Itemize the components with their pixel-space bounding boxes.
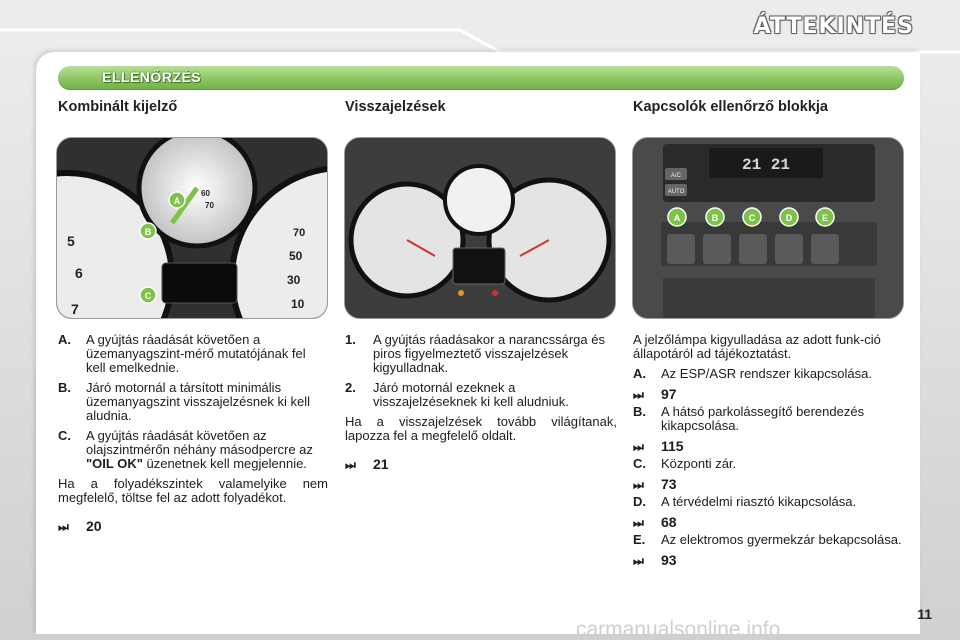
item-key: C. [58, 428, 71, 443]
skip-forward-icon: ⏭ [345, 458, 356, 472]
gauge-label: 50 [289, 249, 303, 263]
skip-forward-icon: ⏭ [633, 516, 644, 530]
instrument-cluster-illustration [57, 138, 328, 319]
gauge-label: 70 [293, 227, 306, 239]
section-bar [58, 66, 904, 90]
page-reference-number: 21 [373, 456, 389, 472]
item-text: A gyújtás ráadásakor a narancssárga és piros figyelmeztető visszajelzések kigyulladnak. [373, 332, 605, 375]
page-title: ÁTTEKINTÉS [753, 14, 914, 39]
gauge-label: 10 [291, 297, 305, 311]
item-key: 2. [345, 380, 356, 395]
combined-display-photo [56, 137, 328, 319]
skip-forward-icon: ⏭ [633, 554, 644, 568]
list-item [58, 381, 328, 423]
list-item [58, 429, 328, 471]
gauge-label: 6 [75, 265, 83, 281]
skip-forward-icon: ⏭ [633, 440, 644, 454]
page-reference-number: 73 [661, 476, 677, 492]
page-reference[interactable] [633, 515, 905, 529]
list-item [58, 333, 328, 375]
badge-c: C [748, 213, 756, 223]
item-text: üzenetnek kell megjelennie. [142, 456, 307, 471]
list-item [345, 333, 617, 375]
oil-ok-message: "OIL OK" [86, 456, 143, 471]
page-reference[interactable] [58, 519, 328, 533]
col2-text [345, 333, 617, 477]
col3-text [633, 333, 905, 571]
warning-lamps-photo [344, 137, 616, 319]
switch-panel-illustration [633, 138, 904, 319]
badge-d: D [785, 213, 793, 223]
item-key: A. [633, 366, 646, 381]
climate-display: 21 21 [741, 156, 791, 174]
list-item [633, 533, 905, 547]
col1-text [58, 333, 328, 539]
list-item [633, 367, 905, 381]
section-label: ELLENŐRZÉS [102, 69, 202, 85]
badge-e: E [821, 213, 829, 223]
gauge-label: 70 [205, 201, 214, 210]
item-key: 1. [345, 332, 356, 347]
col2-heading: Visszajelzések [345, 99, 446, 115]
page-reference[interactable] [633, 387, 905, 401]
list-item [345, 381, 617, 409]
list-item [633, 495, 905, 509]
gauge-label: 60 [201, 189, 210, 198]
switch-panel-photo [632, 137, 904, 319]
item-text: A térvédelmi riasztó kikapcsolása. [661, 494, 857, 509]
item-text: Járó motornál ezeknek a visszajelzéseknek ki kell aludniuk. [373, 380, 569, 409]
page-reference-number: 93 [661, 552, 677, 568]
list-item [633, 405, 905, 433]
col3-heading: Kapcsolók ellenőrző blokkja [633, 99, 828, 115]
dashboard-illustration [345, 138, 616, 319]
item-key: A. [58, 332, 71, 347]
page-reference[interactable] [633, 439, 905, 453]
gauge-label: 5 [67, 233, 75, 249]
skip-forward-icon: ⏭ [58, 520, 69, 534]
item-text: A gyújtás ráadását követően az olajszintmérőn néhány másodpercre az [86, 428, 313, 457]
auto-button-label: AUTO [667, 189, 685, 195]
page-reference-number: 68 [661, 514, 677, 530]
page-reference[interactable] [633, 477, 905, 491]
col1-heading: Kombinált kijelző [58, 99, 178, 115]
col2-paragraph: Ha a visszajelzések tovább világítanak, lapozza fel a megfelelő oldalt. [345, 414, 617, 443]
page-reference-number: 115 [661, 438, 684, 454]
item-text: A gyújtás ráadását követően a üzemanyagszint-mérő mutatójának fel kell emelkednie. [86, 332, 306, 375]
col1-paragraph: Ha a folyadékszintek valamelyike nem megfelelő, töltse fel az adott folyadékot. [58, 476, 328, 505]
list-item [633, 457, 905, 471]
badge-a: A [673, 213, 681, 223]
item-text: Járó motornál a társított minimális üzemanyagszint visszajelzésnek ki kell aludnia. [86, 380, 310, 423]
item-key: C. [633, 456, 646, 471]
item-text: Az elektromos gyermekzár bekapcsolása. [661, 532, 902, 547]
item-text: Az ESP/ASR rendszer kikapcsolása. [661, 366, 872, 381]
item-key: B. [58, 380, 71, 395]
gauge-label: 7 [71, 301, 79, 317]
badge-c: C [144, 291, 152, 301]
page-reference-number: 20 [86, 518, 102, 534]
page-reference[interactable] [345, 457, 617, 471]
item-text: Központi zár. [661, 456, 737, 471]
item-key: E. [633, 532, 646, 547]
ac-button-label: A/C [670, 173, 682, 179]
item-key: B. [633, 404, 646, 419]
page-number: 11 [917, 606, 932, 622]
gauge-label: 30 [287, 273, 301, 287]
page-reference-number: 97 [661, 386, 677, 402]
item-text: A hátsó parkolássegítő berendezés kikapcsolása. [661, 404, 865, 433]
badge-b: B [711, 213, 719, 223]
skip-forward-icon: ⏭ [633, 388, 644, 402]
skip-forward-icon: ⏭ [633, 478, 644, 492]
item-key: D. [633, 494, 646, 509]
col3-intro: A jelzőlámpa kigyulladása az adott funk-ció állapotáról ad tájékoztatást. [633, 332, 881, 361]
page-reference[interactable] [633, 553, 905, 567]
badge-b: B [144, 227, 152, 237]
badge-a: A [173, 196, 181, 206]
watermark: carmanualsonline.info [576, 618, 781, 640]
